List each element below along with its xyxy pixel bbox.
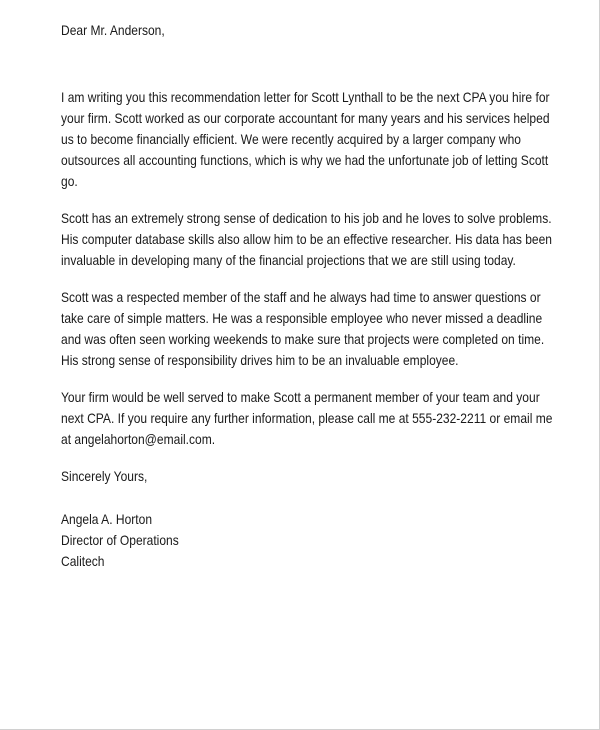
paragraph-responsibility: Scott was a respected member of the staff and he always had time to answer questions or take care of simple matters. He was a responsible employee who never missed a deadline and was often seen working weekends to make sure that projects were completed on time. His strong sense of responsibility drives him to be an invaluable employee. <box>61 289 545 368</box>
paragraph-contact: Your firm would be well served to make Scott a permanent member of your team and your next CPA. If you require any further information, please call me at 555-232-2211 or email me at angelahorton@email.com. <box>61 389 553 447</box>
salutation: Dear Mr. Anderson, <box>61 22 165 38</box>
signature-block <box>61 509 556 572</box>
paragraph-dedication: Scott has an extremely strong sense of dedication to his job and he loves to solve problems. His computer database skills also allow him to be an effective researcher. His data has been invaluable in developing many of the financial projections that we are still using today. <box>61 210 553 268</box>
closing: Sincerely Yours, <box>61 468 148 484</box>
signature-name: Angela A. Horton <box>61 511 153 527</box>
paragraph-introduction: I am writing you this recommendation letter for Scott Lynthall to be the next CPA you hire for your firm. Scott worked as our corporate accountant for many years and his services helped us to become financially efficient. We were recently acquired by a larger company who outsources all accounting functions, which is why we had the unfortunate job of letting Scott go. <box>61 89 550 189</box>
recommendation-letter <box>61 20 556 572</box>
signature-title: Director of Operations <box>61 532 179 548</box>
signature-company: Calitech <box>61 553 105 569</box>
